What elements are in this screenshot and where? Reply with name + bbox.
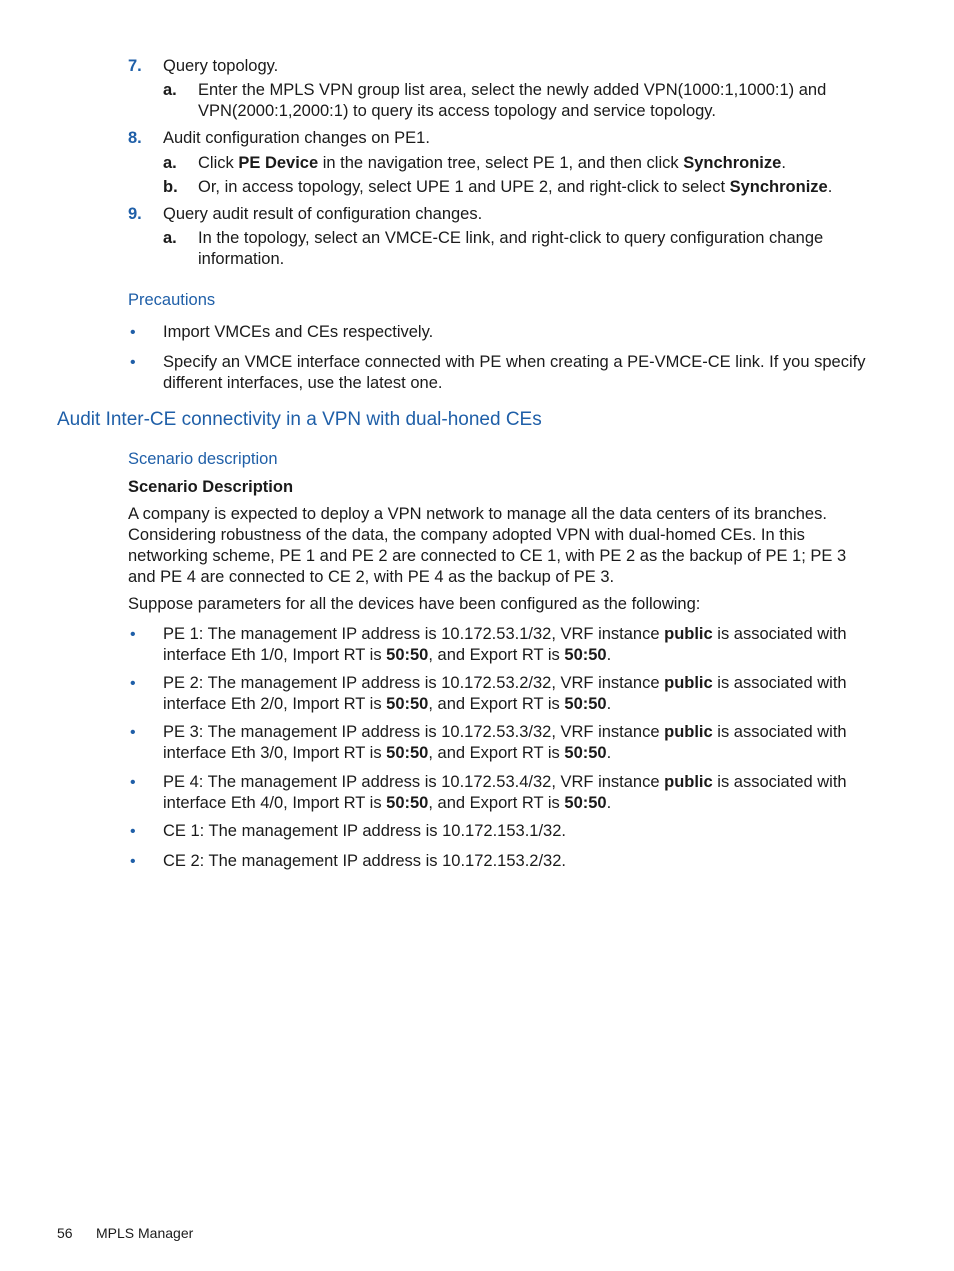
precautions-heading: Precautions — [128, 291, 216, 309]
scenario-heading: Scenario description — [128, 450, 278, 468]
bullet-icon: • — [130, 774, 136, 791]
scenario-intro: Suppose parameters for all the devices have been configured as the following: — [128, 595, 701, 613]
bullet-icon: • — [130, 853, 136, 870]
substep-label: a. — [163, 229, 177, 247]
pe-device-term: PE Device — [238, 154, 319, 172]
pe-config-item: PE 2: The management IP address is 10.172.53.2/32, VRF instance public is associated with interface Eth 2/0, Import RT is 50:50, and Export RT is 50:50. — [163, 674, 847, 713]
substep-text: In the topology, select an VMCE-CE link, and right-click to query configuration change information. — [198, 229, 824, 268]
pe-config-item: PE 3: The management IP address is 10.172.53.3/32, VRF instance public is associated with interface Eth 3/0, Import RT is 50:50, and Export RT is 50:50. — [163, 723, 847, 762]
substep-text: Or, in access topology, select UPE 1 and UPE 2, and right-click to select Synchronize. — [198, 178, 833, 196]
ce-config-item: CE 1: The management IP address is 10.172.153.1/32. — [163, 822, 566, 840]
substep-label: a. — [163, 154, 177, 172]
scenario-paragraph: A company is expected to deploy a VPN network to manage all the data centers of its branches. Considering robustness of the data, the company adopted VPN with dual-homed CEs. In this networking scheme, PE 1 and PE 2 are connected to CE 1, with PE 2 as the backup of PE 1; PE 3 and PE 4 are connected to CE 2, with PE 4 as the backup of PE 3. — [128, 505, 847, 586]
step-number: 7. — [128, 57, 142, 75]
substep-text: Enter the MPLS VPN group list area, select the newly added VPN(1000:1,1000:1) and VPN(2000:1,2000:1) to query its access topology and service topology. — [198, 81, 827, 120]
precaution-item: Import VMCEs and CEs respectively. — [163, 323, 434, 341]
section-title: Audit Inter-CE connectivity in a VPN with dual-honed CEs — [57, 409, 542, 430]
substep-text: Click PE Device in the navigation tree, select PE 1, and then click Synchronize. — [198, 154, 786, 172]
precaution-item: Specify an VMCE interface connected with PE when creating a PE-VMCE-CE link. If you specify different interfaces, use the latest one. — [163, 353, 866, 392]
step-text: Query topology. — [163, 57, 279, 75]
pe-config-item: PE 1: The management IP address is 10.172.53.1/32, VRF instance public is associated with interface Eth 1/0, Import RT is 50:50, and Export RT is 50:50. — [163, 625, 847, 664]
substep-label: a. — [163, 81, 177, 99]
bullet-icon: • — [130, 626, 136, 643]
step-number: 8. — [128, 129, 142, 147]
bullet-icon: • — [130, 823, 136, 840]
ce-config-item: CE 2: The management IP address is 10.172.153.2/32. — [163, 852, 566, 870]
bullet-icon: • — [130, 354, 136, 371]
page-number: 56 — [57, 1225, 73, 1241]
bullet-icon: • — [130, 675, 136, 692]
pe-config-item: PE 4: The management IP address is 10.172.53.4/32, VRF instance public is associated with interface Eth 4/0, Import RT is 50:50, and Export RT is 50:50. — [163, 773, 847, 812]
step-text: Query audit result of configuration changes. — [163, 205, 483, 223]
substep-label: b. — [163, 178, 178, 196]
scenario-bold-heading: Scenario Description — [128, 478, 294, 496]
synchronize-term: Synchronize — [729, 178, 828, 196]
bullet-icon: • — [130, 724, 136, 741]
bullet-icon: • — [130, 324, 136, 341]
step-text: Audit configuration changes on PE1. — [163, 129, 430, 147]
synchronize-term: Synchronize — [683, 154, 782, 172]
step-number: 9. — [128, 205, 142, 223]
footer-doc-title: MPLS Manager — [96, 1225, 194, 1241]
